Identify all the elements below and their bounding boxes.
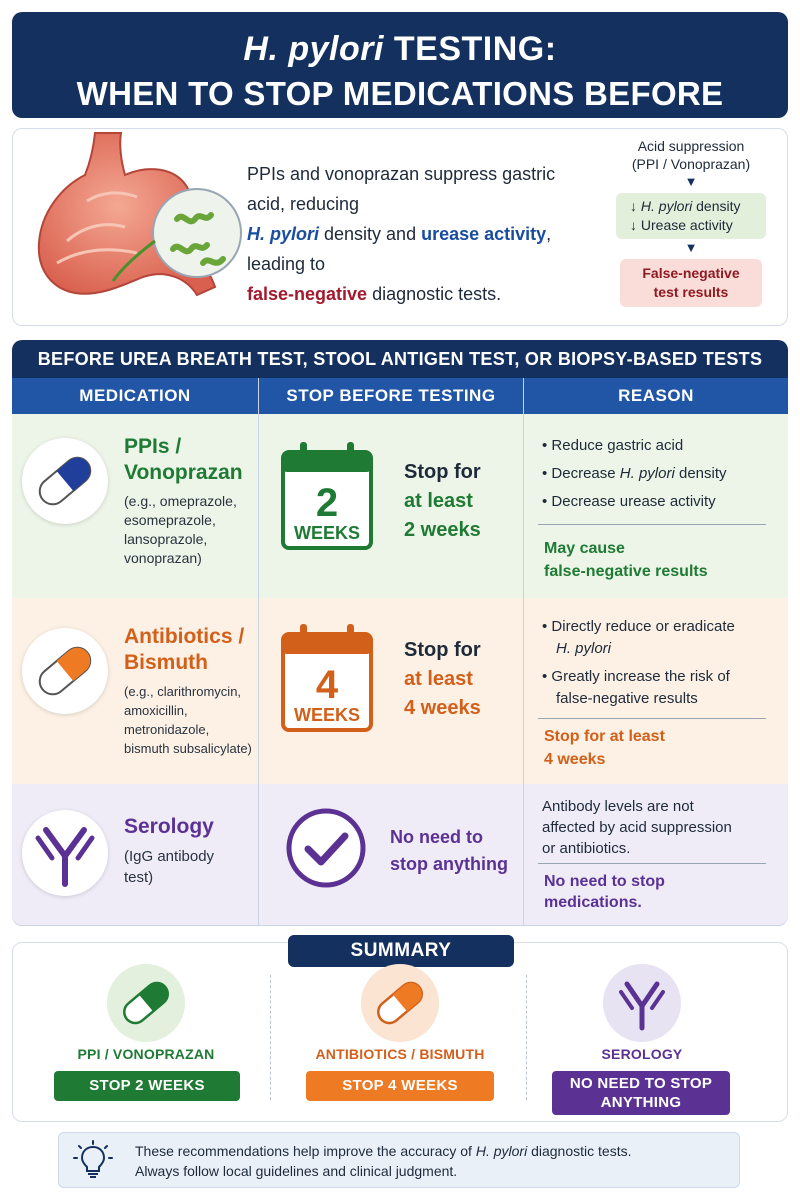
summary-ppi-circle — [107, 964, 185, 1042]
note-line1: No need to stop — [544, 873, 665, 890]
reason-item: • Directly reduce or eradicate — [542, 618, 735, 635]
section-header: BEFORE UREA BREATH TEST, STOOL ANTIGEN TEST, OR BIOPSY-BASED TESTS — [12, 340, 788, 378]
note-line2: medications. — [544, 894, 642, 911]
med-name-antibiotics — [124, 624, 244, 676]
reason-item: • Greatly increase the risk of — [542, 668, 730, 685]
stomach-illustration — [27, 131, 255, 321]
intro-text-2: density and — [319, 224, 422, 244]
summary-antibiotics-circle — [361, 964, 439, 1042]
example-line: amoxicillin, — [124, 703, 188, 718]
reason-divider — [538, 863, 766, 864]
intro-text-1: PPIs and vonoprazan suppress gastric acid, reducing — [247, 164, 556, 214]
example-line: metronidazole, — [124, 722, 210, 737]
intro-description — [247, 159, 577, 309]
reason-item-italic: H. pylori — [619, 465, 675, 482]
page-title — [12, 30, 788, 69]
example-line: lansoprazole, — [124, 531, 208, 547]
example-line: bismuth subsalicylate) — [124, 741, 252, 756]
stop-line3: 4 weeks — [404, 697, 481, 719]
stop-line2: at least — [404, 490, 473, 512]
calendar-icon — [280, 622, 374, 734]
stop-duration-antibiotics — [404, 636, 481, 723]
flow-hpylori: H. pylori — [640, 198, 693, 214]
reason-item-pre: Decrease — [551, 465, 620, 482]
note-line2: false-negative results — [544, 563, 708, 580]
note-line1: May cause — [544, 540, 625, 557]
summary-serology-circle — [603, 964, 681, 1042]
calendar-number: 4 — [315, 663, 339, 707]
reason-list-ppi — [542, 432, 727, 516]
example-line: (IgG antibody — [124, 848, 215, 865]
stop-line1: No need to — [390, 827, 483, 847]
med-name-ppi-line1: PPIs / — [124, 435, 182, 458]
mechanism-flow — [591, 137, 791, 307]
column-divider — [523, 378, 524, 925]
stop-duration-serology — [390, 824, 508, 878]
footer-text-post: diagnostic tests. — [527, 1143, 632, 1159]
calendar-unit: WEEKS — [293, 705, 361, 725]
checkmark-icon — [284, 806, 368, 890]
intro-text-3: , leading to — [247, 224, 552, 274]
capsule-icon — [107, 964, 185, 1042]
flow-result-line2: test results — [653, 284, 729, 300]
stop-line2: stop anything — [390, 854, 508, 874]
summary-action-antibiotics: STOP 4 WEEKS — [306, 1071, 494, 1101]
column-header-stop: STOP BEFORE TESTING — [259, 378, 523, 414]
med-name-antibiotics-line2: Bismuth — [124, 651, 208, 674]
reason-item — [542, 460, 727, 488]
calendar-number: 2 — [315, 481, 339, 525]
med-name-ppi-line2: Vonoprazan — [124, 461, 243, 484]
note-line1: Stop for at least — [544, 728, 665, 745]
flow-effect-box — [616, 193, 766, 239]
flow-result-box — [620, 259, 762, 307]
reason-text: affected by acid suppression — [542, 819, 732, 836]
reason-divider — [538, 524, 766, 525]
reason-text-serology — [542, 796, 732, 859]
summary-label-ppi: PPI / VONOPRAZAN — [77, 1046, 215, 1062]
flow-urease: ↓ Urease activity — [630, 217, 733, 233]
example-line: (e.g., omeprazole, — [124, 493, 237, 509]
reason-note-antibiotics — [544, 725, 665, 771]
flow-result-line1: False-negative — [642, 265, 740, 281]
serology-icon-circle — [22, 810, 108, 896]
summary-label-serology: SEROLOGY — [601, 1046, 683, 1062]
flow-down-arrow: ↓ — [630, 198, 641, 214]
summary-divider — [526, 975, 527, 1100]
intro-text-4: diagnostic tests. — [367, 284, 502, 304]
page-subtitle: WHEN TO STOP MEDICATIONS BEFORE — [76, 75, 724, 112]
med-name-antibiotics-line1: Antibiotics / — [124, 625, 245, 648]
summary-action-ppi: STOP 2 WEEKS — [54, 1071, 240, 1101]
reason-list-antibiotics — [542, 616, 735, 710]
reason-text: or antibiotics. — [542, 840, 631, 857]
intro-hpylori: H. pylori — [247, 224, 320, 244]
intro-panel — [12, 128, 788, 326]
flow-arrow-down-icon-2: ▼ — [684, 240, 698, 255]
reason-item: • Reduce gastric acid — [542, 432, 727, 460]
capsule-icon — [361, 964, 439, 1042]
stop-line2: at least — [404, 668, 473, 690]
reason-text: Antibody levels are not — [542, 798, 694, 815]
action-line1: NO NEED TO STOP — [569, 1075, 713, 1092]
lightbulb-icon — [73, 1140, 113, 1180]
reason-text: false-negative results — [556, 690, 698, 707]
reason-note-ppi — [544, 537, 708, 583]
summary-divider — [270, 975, 271, 1100]
flow-top-line2: (PPI / Vonoprazan) — [631, 156, 751, 172]
reason-note-serology — [544, 871, 665, 913]
footer-note — [58, 1132, 740, 1188]
med-examples-ppi — [124, 492, 237, 568]
stop-line1: Stop for — [404, 461, 481, 483]
stop-duration-ppi — [404, 458, 481, 545]
example-line: vonoprazan) — [124, 550, 202, 566]
footer-line1 — [135, 1141, 631, 1161]
reason-item-post: density — [674, 465, 727, 482]
example-line: test) — [124, 869, 154, 886]
example-line: esomeprazole, — [124, 512, 216, 528]
action-line2: ANYTHING — [600, 1094, 682, 1111]
reason-text: H. pylori — [556, 640, 612, 657]
summary-label-antibiotics: ANTIBIOTICS / BISMUTH — [315, 1046, 485, 1062]
title-banner — [12, 12, 788, 118]
summary-action-serology — [552, 1071, 730, 1115]
stop-line1: Stop for — [404, 639, 481, 661]
med-name-ppi — [124, 434, 243, 486]
ppi-icon-circle — [22, 438, 108, 524]
reason-text: Greatly increase the risk of — [551, 668, 730, 685]
med-name-serology: Serology — [124, 815, 214, 838]
reason-text: Directly reduce or eradicate — [551, 618, 735, 635]
footer-hpylori: H. pylori — [475, 1143, 528, 1159]
intro-false-negative: false-negative — [247, 284, 368, 304]
stop-line3: 2 weeks — [404, 519, 481, 541]
note-line2: 4 weeks — [544, 751, 606, 768]
capsule-icon — [22, 628, 108, 714]
calendar-unit: WEEKS — [293, 523, 361, 543]
column-divider — [258, 378, 259, 925]
med-examples-antibiotics — [124, 682, 252, 758]
flow-arrow-down-icon: ▼ — [684, 174, 698, 189]
calendar-icon — [280, 440, 374, 552]
flow-density: density — [692, 198, 741, 214]
summary-title: SUMMARY — [288, 935, 514, 967]
column-header-reason: REASON — [524, 378, 788, 414]
reason-divider — [538, 718, 766, 719]
footer-text-pre: These recommendations help improve the accuracy of — [135, 1143, 476, 1159]
antibody-icon — [22, 810, 108, 896]
footer-text — [135, 1141, 631, 1181]
reason-item: • Decrease urease activity — [542, 488, 727, 516]
example-line: (e.g., clarithromycin, — [124, 684, 242, 699]
capsule-icon — [22, 438, 108, 524]
antibody-icon — [603, 964, 681, 1042]
footer-line2: Always follow local guidelines and clinical judgment. — [135, 1163, 458, 1179]
med-examples-serology — [124, 846, 214, 888]
antibiotics-icon-circle — [22, 628, 108, 714]
flow-top-line1: Acid suppression — [637, 138, 745, 154]
intro-urease: urease activity — [421, 224, 547, 244]
title-italic: H. pylori — [243, 30, 384, 68]
column-header-medication: MEDICATION — [12, 378, 258, 414]
title-rest: TESTING: — [383, 30, 557, 68]
